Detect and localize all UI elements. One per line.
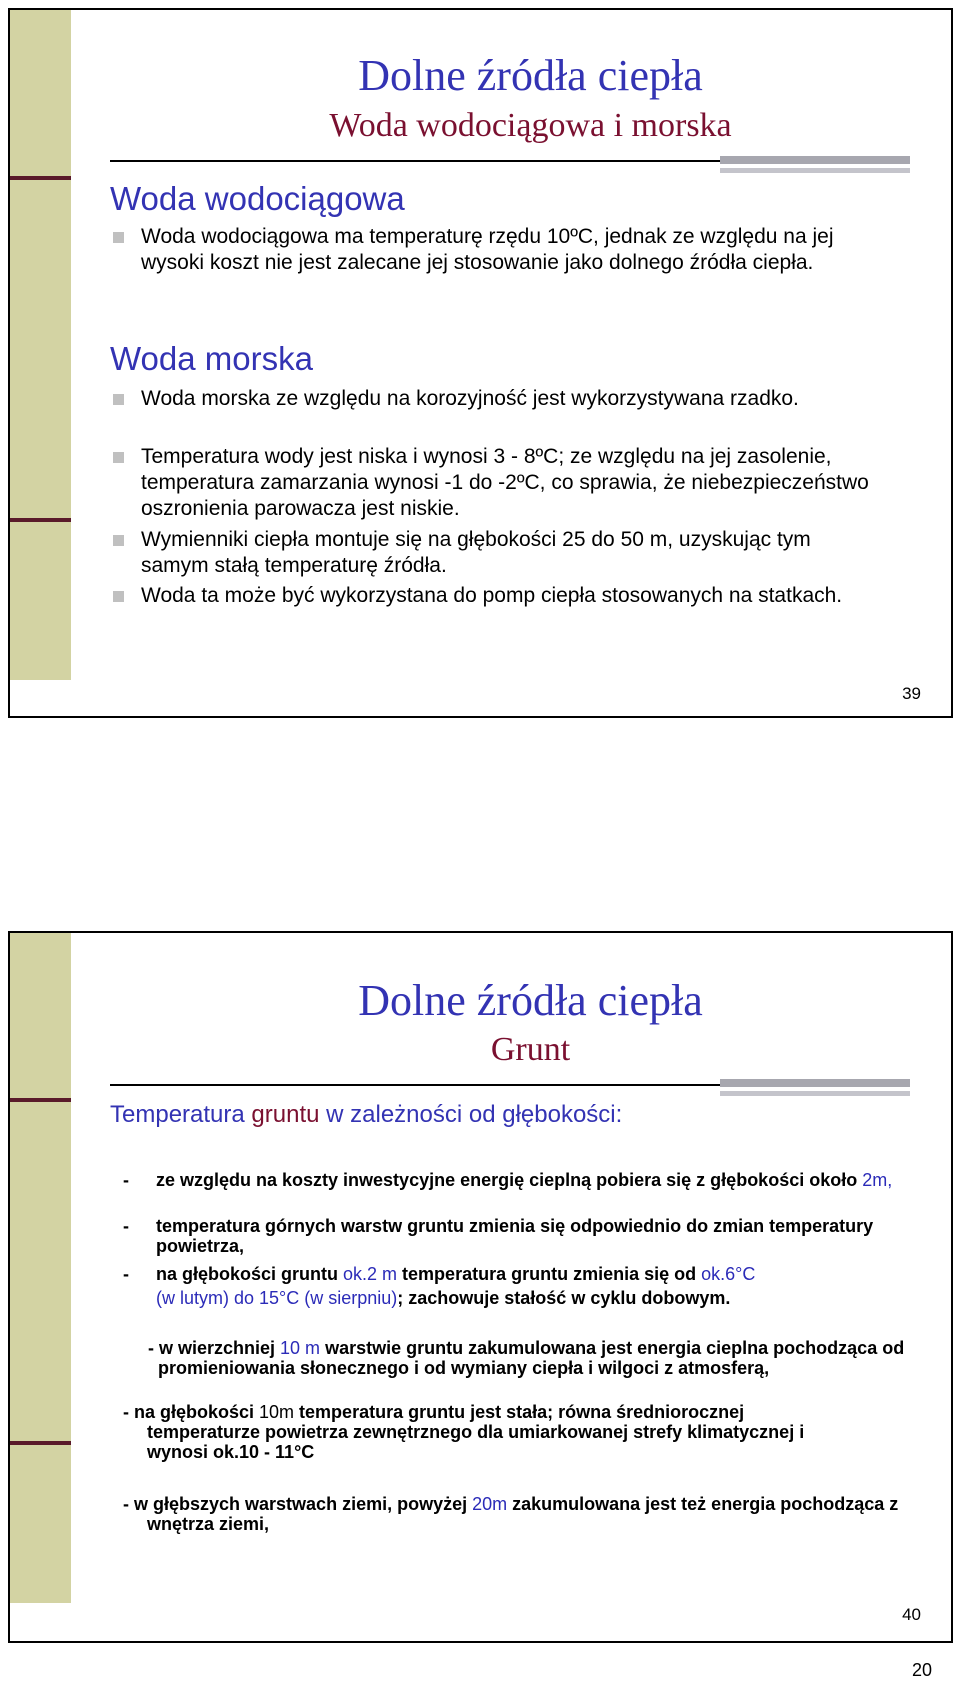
sidebar-decoration: [10, 10, 71, 680]
title-bar-decoration-2: [720, 1091, 910, 1096]
bullet-item: Woda ta może być wykorzystana do pomp ciepła stosowanych na statkach.: [111, 583, 869, 609]
bullet-item: Woda morska ze względu na korozyjność jest wykorzystywana rzadko.: [111, 386, 869, 412]
slide-subtitle: Grunt: [490, 1031, 571, 1068]
list-item: - w głębszych warstwach ziemi, powyżej 20m zakumulowana jest też energia pochodząca z wnętrza ziemi,: [123, 1494, 899, 1534]
section-heading-ground-temperature: Temperatura gruntu w zależności od głębokości:: [110, 1101, 623, 1128]
list-item: - na głębokości 10m temperatura gruntu jest stała; równa średniorocznej temperaturze powietrza zewnętrznego dla umiarkowanej strefy klimatycznej i wynosi ok.10 - 11°C: [123, 1402, 805, 1462]
slide-title: Dolne źródła ciepła: [358, 51, 703, 100]
list-item: - na głębokości gruntu ok.2 m temperatura gruntu zmienia się od ok.6°C (w lutym) do 15°C (w sierpniu); zachowuje stałość w cyklu dobowym.: [123, 1264, 756, 1308]
bullet-item: Temperatura wody jest niska i wynosi 3 - 8ºC; ze względu na jej zasolenie, temperatura zamarzania wynosi -1 do -2ºC, co sprawia, że niebezpieczeństwo oszronienia parowacza jest niskie.: [111, 444, 869, 522]
section-heading-tap-water: Woda wodociągowa: [110, 180, 405, 217]
slide-title: Dolne źródła ciepła: [358, 976, 703, 1025]
section-heading-sea-water: Woda morska: [110, 340, 313, 377]
sidebar-accent-top: [10, 176, 71, 180]
title-bar-decoration: [720, 1079, 910, 1087]
bullet-item: Woda wodociągowa ma temperaturę rzędu 10ºC, jednak ze względu na jej wysoki koszt nie jest zalecane jej stosowanie jako dolnego źródła ciepła.: [111, 224, 869, 276]
title-rule: [110, 1084, 730, 1086]
slide-39: [8, 8, 953, 718]
title-bar-decoration: [720, 156, 910, 164]
sidebar-accent-bottom: [10, 518, 71, 522]
slide-subtitle: Woda wodociągowa i morska: [329, 107, 732, 144]
bullet-item: Wymienniki ciepła montuje się na głębokości 25 do 50 m, uzyskując tym samym stałą temperaturę źródła.: [111, 527, 869, 579]
list-item: - ze względu na koszty inwestycyjne energię cieplną pobiera się z głębokości około 2m,: [123, 1170, 893, 1190]
list-item: - w wierzchniej 10 m warstwie gruntu zakumulowana jest energia cieplna pochodząca od promieniowania słonecznego i od wymiany ciepła i wilgoci z atmosferą,: [148, 1338, 905, 1378]
slide-page-number: 40: [902, 1605, 921, 1624]
sidebar-accent-top: [10, 1098, 71, 1102]
sidebar-decoration: [10, 933, 71, 1603]
document-page-number: 20: [911, 1660, 932, 1680]
title-rule: [110, 160, 730, 162]
slide-40: [8, 931, 953, 1643]
title-bar-decoration-2: [720, 168, 910, 173]
sidebar-accent-bottom: [10, 1441, 71, 1445]
list-item: - temperatura górnych warstw gruntu zmienia się odpowiednio do zmian temperatury powietrza,: [123, 1216, 874, 1256]
slide-page-number: 39: [902, 684, 921, 703]
